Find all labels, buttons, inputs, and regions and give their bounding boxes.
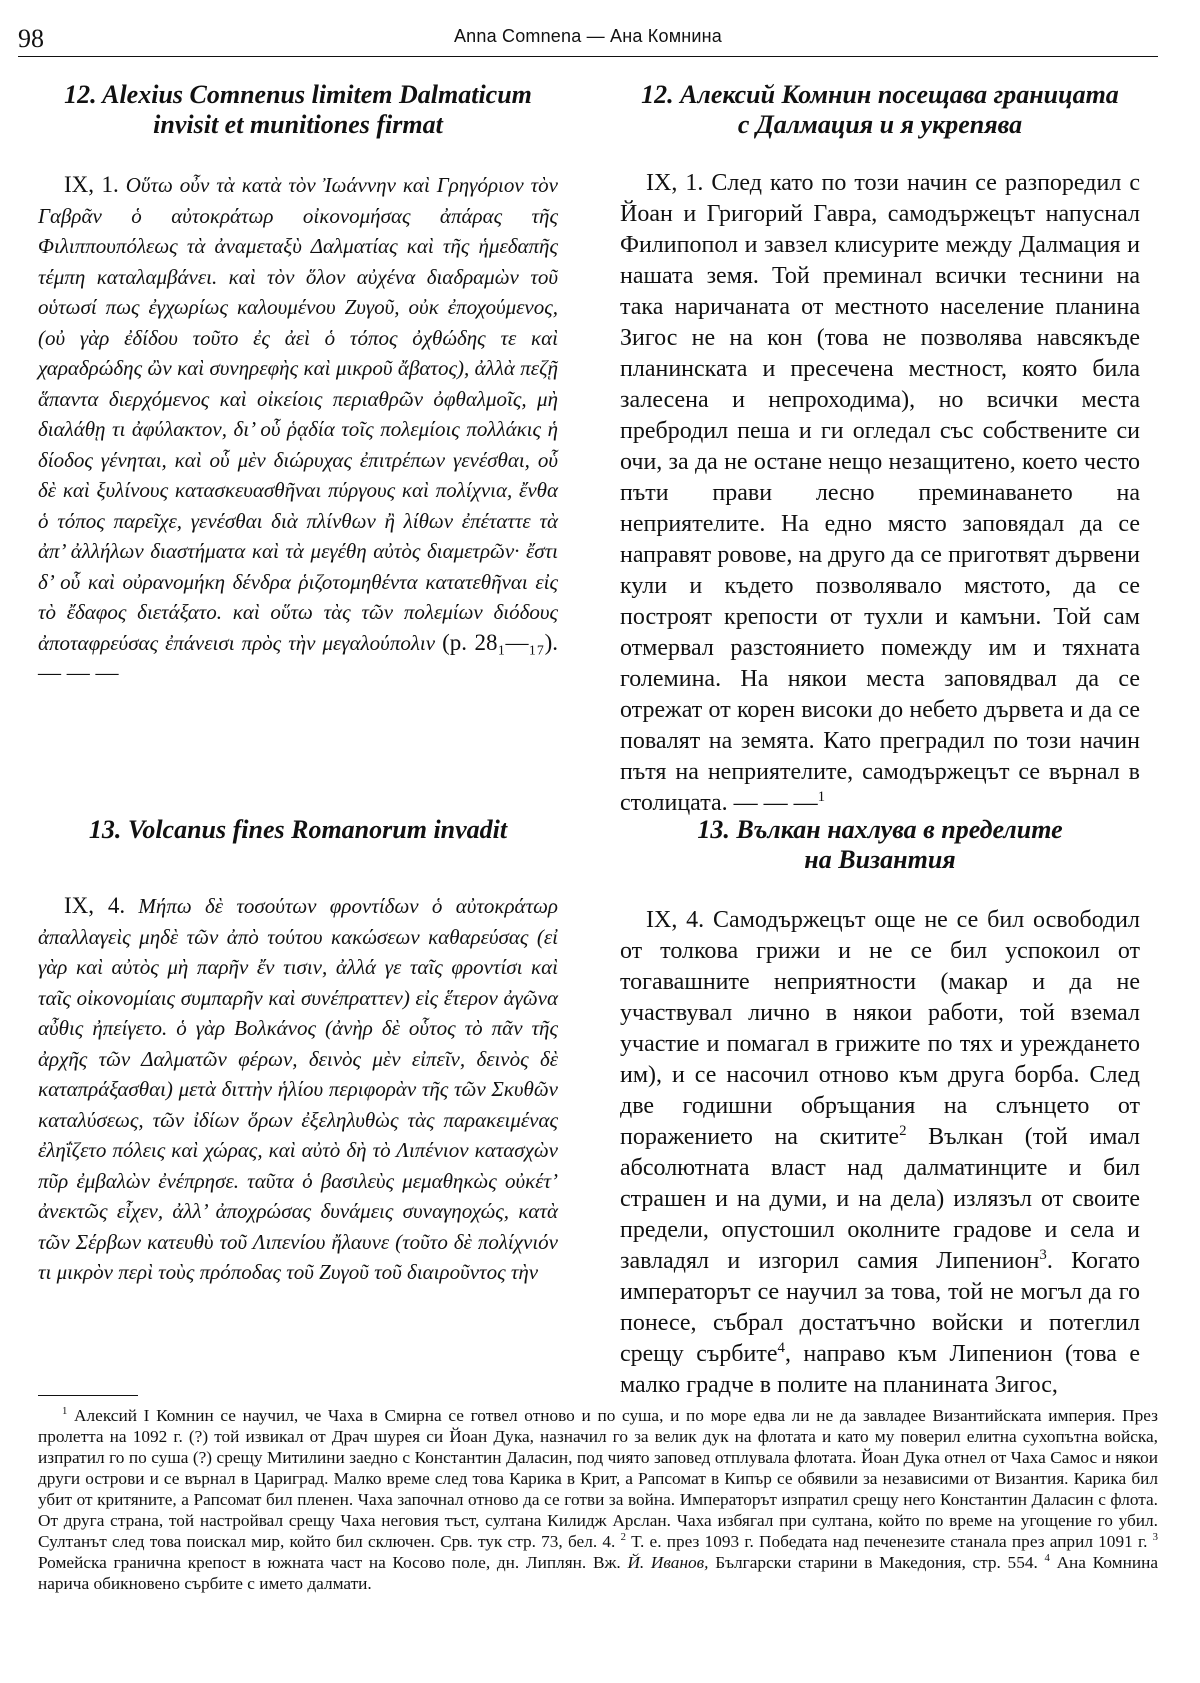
footnote-block — [38, 1405, 1158, 1594]
section-13-greek-body: Μήπω δὲ τοσούτων φροντίδων ὁ αὐτοκράτωρ ἀπαλλαγεὶς μηδὲ τῶν ἀπὸ τούτου κακώσεων καθαρεύσας (εἰ γὰρ καὶ αὐτὸς μὴ παρῆν ἔν τισιν, ἀλλά γε ταῖς φροντίσι καὶ ταῖς οἰκονομίαις συμπαρῆν καὶ συνέπραττεν) εἰς ἕτερον ἀγῶνα αὖθις ἠπείγετο. ὁ γὰρ Βολκάνος (ἀνὴρ δὲ οὗτος τὸ πᾶν τῆς ἀρχῆς τῶν Δαλματῶν φέρων, δεινὸς μὲν εἰπεῖν, δεινὸς δὲ καταπράξασθαι) μετὰ διττὴν ἡλίου περιφορὰν τῆς τῶν Σκυθῶν καταλύσεως, τῶν ἰδίων ὅρων ἐξεληλυθὼς τὰς παρακειμένας ἐληΐζετο πόλεις καὶ χώρας, καὶ αὐτὸ δὴ τὸ Λιπένιον κατασχὼν πῦρ ἐμβαλὼν ἐνέπρησε. ταῦτα ὁ βασιλεὺς μεμαθηκὼς οὐκέτ’ ἀνεκτῶς εἶχεν, ἀλλ’ ἀποχρώσας δυνάμεις συναγηοχώς, κατὰ τῶν Σέρβων κατευθὺ τοῦ Λιπενίου ἤλαυνε (τοῦτο δὲ πολίχνιόν τι μικρὸν περὶ τοὺς πρόποδας τοῦ Ζυγοῦ τοῦ διαιροῦντος τὴν — [38, 894, 558, 1284]
running-head: Anna Comnena — Ана Комнина — [453, 26, 723, 46]
footnote-ref-3[interactable]: 3 — [1039, 1247, 1047, 1263]
section-13-greek-text — [38, 891, 558, 1288]
footnote-4: Ана Комнина нарича обикновено сърбите с името далмати. — [38, 1553, 1158, 1593]
section-13-bg-body-part4: , направо към Липенион (това е малко градче в полите на планината Зигос, — [620, 1341, 1141, 1398]
footnote-2-mark: 2 — [620, 1531, 626, 1544]
footnote-3-tail: Български старини в Македония, стр. 554. — [715, 1553, 1038, 1572]
section-12-greek-body: Οὕτω οὖν τὰ κατὰ τὸν Ἰωάννην καὶ Γρηγόριον τὸν Γαβρᾶν ὁ αὐτοκράτωρ οἰκονομήσας ἀπάρας τῆς Φιλιππουπόλεως τὰ ἀναμεταξὺ Δαλματίας καὶ τῆς ἡμεδαπῆς τέμπη καταλαμβάνει. καὶ τὸν ὅλον αὐχένα διαδραμὼν τοῦ οὑτωσί πως ἐγχωρίως καλουμένου Ζυγοῦ, οὐκ ἐποχούμενος, (οὐ γὰρ ἐδίδου τοῦτο ἐς ἀεὶ ὁ τόπος ὀχθώδης τε καὶ χαραδρώδης ὢν καὶ συνηρεφὴς καὶ μικροῦ ἄβατος), ἀλλὰ πεζῇ ἅπαντα διερχόμενος καὶ οἰκείοις περιαθρῶν ὀφθαλμοῖς, μὴ διαλάθῃ τι ἀφύλακτον, δι’ οὗ ῥᾳδία τοῖς πολεμίοις πολλάκις ἡ δίοδος γένηται, καὶ οὗ μὲν διώρυχας ἐπιτρέπων γενέσθαι, οὗ δὲ καὶ ξυλίνους κατασκευασθῆναι πύργους καὶ πολίχνια, ἔνθα ὁ τόπος παρεῖχε, γενέσθαι διὰ πλίνθων ἢ λίθων ἐπέταττε τὰ ἀπ’ ἀλλήλων διαστήματα καὶ τὰ μεγέθη αὐτὸς διαμετρῶν· ἔστι δ’ οὗ καὶ οὐρανομήκη δένδρα ῥιζοτομηθέντα κατατεθῆναι εἰς τὸ ἔδαφος διετάξατο. καὶ οὕτω τὰς τῶν πολεμίων διόδους ἀποταφρεύσας ἐπάνεισι πρὸς τὴν μεγαλούπολιν — [38, 173, 558, 655]
section-13-bg-ref: IX, 4. — [646, 907, 705, 933]
footnote-4-mark: 4 — [1044, 1552, 1050, 1565]
footnote-3-mark: 3 — [1152, 1531, 1159, 1544]
section-12-bg-title-line1: 12. Алексий Комнин посещава границата — [641, 80, 1119, 109]
section-13-bg-body-part3: . Когато императорът се научил за това, той не могъл да го понесе, събрал достатъчно войски и потеглил срещу сърбите — [620, 1248, 1140, 1367]
section-13-bg-title — [620, 815, 1140, 875]
section-12-greek-citation: (p. 28₁—₁₇). — — — — [38, 629, 558, 685]
section-12-bulgarian — [620, 80, 1140, 819]
section-12-bg-title — [620, 80, 1140, 140]
section-12-bg-title-line2: с Далмация и я укрепява — [737, 110, 1023, 139]
section-12-latin-title-line1: 12. Alexius Comnenus limitem Dalmaticum — [64, 80, 532, 109]
section-13-bulgarian — [620, 815, 1140, 1401]
footnote-ref-4[interactable]: 4 — [777, 1340, 785, 1356]
footnotes — [38, 1405, 1158, 1594]
header-rule — [18, 56, 1158, 57]
section-12-latin-title — [38, 80, 558, 140]
section-13-bg-text — [620, 905, 1140, 1401]
footnote-1: Алексий I Комнин се научил, че Чаха в Смирна се готвел отново и по суша, и по море едва ли не да завладее Византийската империя. През пролетта на 1092 г. (?) той извикал от Драч шурея си Йоан Дука, назначил го за велик дук на флотата и като му поверил елитна сухопътна войска, изпратил го по суша (?) срещу Митилини заедно с Константин Даласин, под чиято заповед отплувала флотата. Йоан Дука отнел от Чаха Самос и някои други острови и се върнал в Цариград. Малко време след това Карика в Крит, а Рапсомат в Кипър се обявили за независими от Византия. Карика бил убит от критяните, а Рапсомат бил пленен. Чаха започнал отново да се готви за война. Императорът изпратил срещу него Константин Даласин с флота. От друга страна, той настройвал срещу Чаха неговия тъст, султана Килидж Арслан. Чаха избягал при султана, който по време на угощение го убил. Султанът след това поискал мир, който бил сключен. Срв. тук стр. 73, бел. 4. — [38, 1406, 1158, 1551]
footnote-3: Ромейска гранична крепост в южната част на Косово поле, дн. Липлян. Вж. — [38, 1553, 621, 1572]
section-13-greek-ref: IX, 4. — [64, 893, 126, 918]
section-12-bg-body: След като по този начин се разпоредил с Йоан и Григорий Гавра, самодържецът напуснал Филипопол и завзел клисурите между Далмация и нашата земя. Той преминал всички теснини на така наричаната от местното население планина Зигос не на кон (това не позволява навсякъде планинската и пресечена местност, която била залесена и непроходима), но всички места пребродил пеша и ги огледал със собствените си очи, за да не остане нещо незащитено, което често пъти прави лесно преминаването на неприятелите. На едно място заповядал да се направят ровове, на друго да се приготвят дървени кули и където позволявало мястото, да се построят крепости от тухли и камъни. Той сам отмервал разстоянието помежду им и тяхната големина. На някои места заповядвал да се отрежат от корен високи до небето дървета и да се повалят на земята. Като преградил по този начин пътя на неприятелите, самодържецът се върнал в столицата. — — — — [620, 170, 1140, 816]
footnote-2: Т. е. през 1093 г. Победата над печенезите станала през април 1091 г. — [631, 1532, 1148, 1551]
section-12-greek — [38, 80, 558, 689]
footnote-3-author: Й. Иванов, — [627, 1553, 709, 1572]
section-12-bg-text — [620, 168, 1140, 819]
section-12-latin-title-line2: invisit et munitiones firmat — [153, 110, 443, 139]
footnote-ref-1[interactable]: 1 — [817, 789, 826, 805]
footnote-rule — [38, 1395, 138, 1396]
page-header — [18, 18, 1158, 58]
section-13-bg-body-part2: Вълкан (той имал абсолютната власт над далматинците и бил страшен и на думи, и на дела) излязъл от своите предели, опустошил околните градове и села и завладял и изгорил самия Липенион — [620, 1124, 1141, 1274]
section-13-bg-body-part1: Самодържецът още не се бил освободил от толкова грижи и не се бил успокоил от тогавашните неприятности (макар и да не участвувал лично в някои работи, той вземал участие и помагал в грижите по тях и уреждането им), и се насочил отново към друга борба. След две годишни обръщания на слънцето от поражението на скитите — [620, 907, 1140, 1150]
section-13-greek — [38, 815, 558, 1288]
section-12-greek-ref: IX, 1. — [64, 172, 119, 197]
footnote-1-mark: 1 — [62, 1405, 68, 1418]
section-12-bg-ref: IX, 1. — [646, 170, 704, 196]
section-13-latin-title: 13. Volcanus fines Romanorum invadit — [88, 815, 508, 844]
section-12-greek-text — [38, 170, 558, 689]
section-13-bg-title-line1: 13. Вълкан нахлува в пределите — [697, 815, 1063, 844]
page-number: 98 — [18, 24, 44, 53]
footnote-ref-2[interactable]: 2 — [899, 1123, 907, 1139]
section-13-bg-title-line2: на Византия — [804, 845, 956, 874]
